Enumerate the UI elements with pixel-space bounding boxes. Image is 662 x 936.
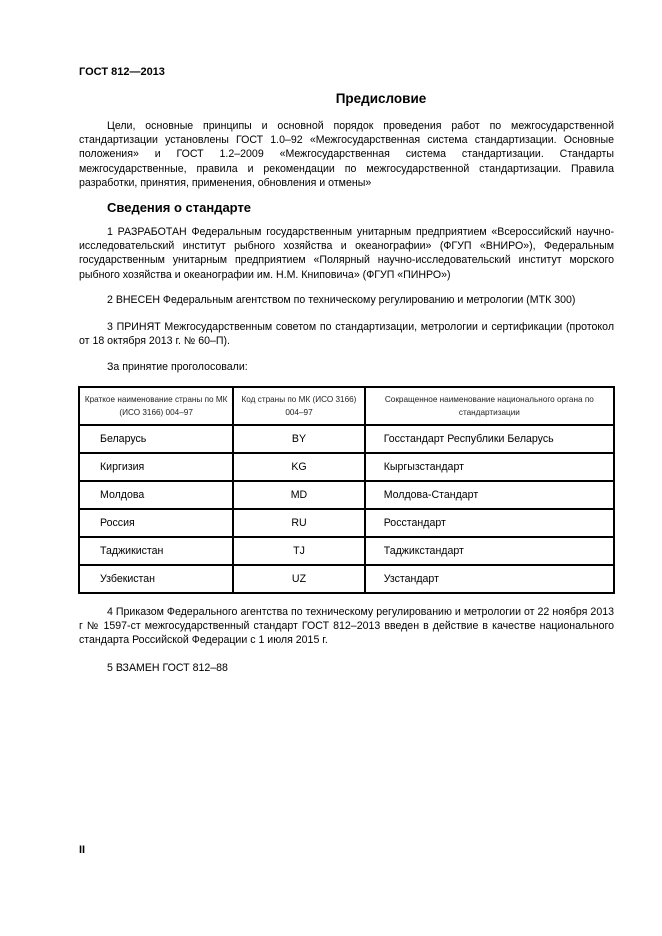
cell-body: Кыргызстандарт: [365, 453, 614, 481]
header-body: Сокращенное наименование национального органа по стандартизации: [365, 387, 614, 425]
cell-code: MD: [233, 481, 364, 509]
cell-body: Узстандарт: [365, 565, 614, 593]
item-3-adopted: 3 ПРИНЯТ Межгосударственным советом по стандартизации, метрологии и сертификации (протокол от 18 октября 2013 г. № 60–П).: [79, 321, 614, 348]
item-1-developed: 1 РАЗРАБОТАН Федеральным государственным унитарным предприятием «Всероссийский научно-исследовательский институт рыбного хозяйства и океанографии» (ФГУП «ВНИРО»), Федеральным государственным унитарным предприятием «Полярный научно-исследовательский институт морского рыбного хозяйства и океанографии им. Н.М. Книповича» (ФГУП «ПИНРО»): [79, 226, 614, 281]
table-row: [79, 537, 614, 565]
preface-title: Предисловие: [335, 91, 427, 106]
cell-code: RU: [233, 509, 364, 537]
cell-code: TJ: [233, 537, 364, 565]
cell-country: Молдова: [79, 481, 233, 509]
cell-country: Узбекистан: [79, 565, 233, 593]
page-number: II: [79, 844, 86, 856]
cell-body: Молдова-Стандарт: [365, 481, 614, 509]
cell-country: Беларусь: [79, 425, 233, 453]
item-4-order: 4 Приказом Федерального агентства по техническому регулированию и метрологии от 22 ноября 2013 г № 1597-ст межгосударственный стандарт ГОСТ 812–2013 введен в действие в качестве национального стандарта Российской Федерации с 1 июля 2015 г.: [79, 606, 614, 647]
cell-body: Росстандарт: [365, 509, 614, 537]
cell-body: Госстандарт Республики Беларусь: [365, 425, 614, 453]
item-2-introduced: 2 ВНЕСЕН Федеральным агентством по техническому регулированию и метрологии (МТК 300): [107, 294, 576, 306]
standard-info-heading: Сведения о стандарте: [107, 200, 252, 215]
preface-text: Цели, основные принципы и основной порядок проведения работ по межгосударственной стандартизации установлены ГОСТ 1.0–92 «Межгосударственная система стандартизации. Основные положения» и ГОСТ 1.2–2009 «Межгосударственная система стандартизации. Стандарты межгосударственные, правила и рекомендации по межгосударственной стандартизации. Правила разработки, принятия, применения, обновления и отмены»: [79, 120, 614, 189]
table-row: [79, 453, 614, 481]
cell-code: KG: [233, 453, 364, 481]
cell-code: BY: [233, 425, 364, 453]
cell-country: Киргизия: [79, 453, 233, 481]
table-row: [79, 481, 614, 509]
cell-code: UZ: [233, 565, 364, 593]
cell-country: Таджикистан: [79, 537, 233, 565]
header-country: Краткое наименование страны по МК (ИСО 3166) 004–97: [79, 387, 233, 425]
table-row: [79, 565, 614, 593]
document-id: ГОСТ 812—2013: [79, 66, 165, 78]
voting-countries-table: [78, 386, 615, 594]
cell-body: Таджикстандарт: [365, 537, 614, 565]
header-code: Код страны по МК (ИСО 3166) 004–97: [233, 387, 364, 425]
cell-country: Россия: [79, 509, 233, 537]
table-header-row: [79, 387, 614, 425]
table-row: [79, 425, 614, 453]
voted-label: За принятие проголосовали:: [107, 361, 248, 373]
table-row: [79, 509, 614, 537]
item-5-replaces: 5 ВЗАМЕН ГОСТ 812–88: [107, 662, 228, 674]
